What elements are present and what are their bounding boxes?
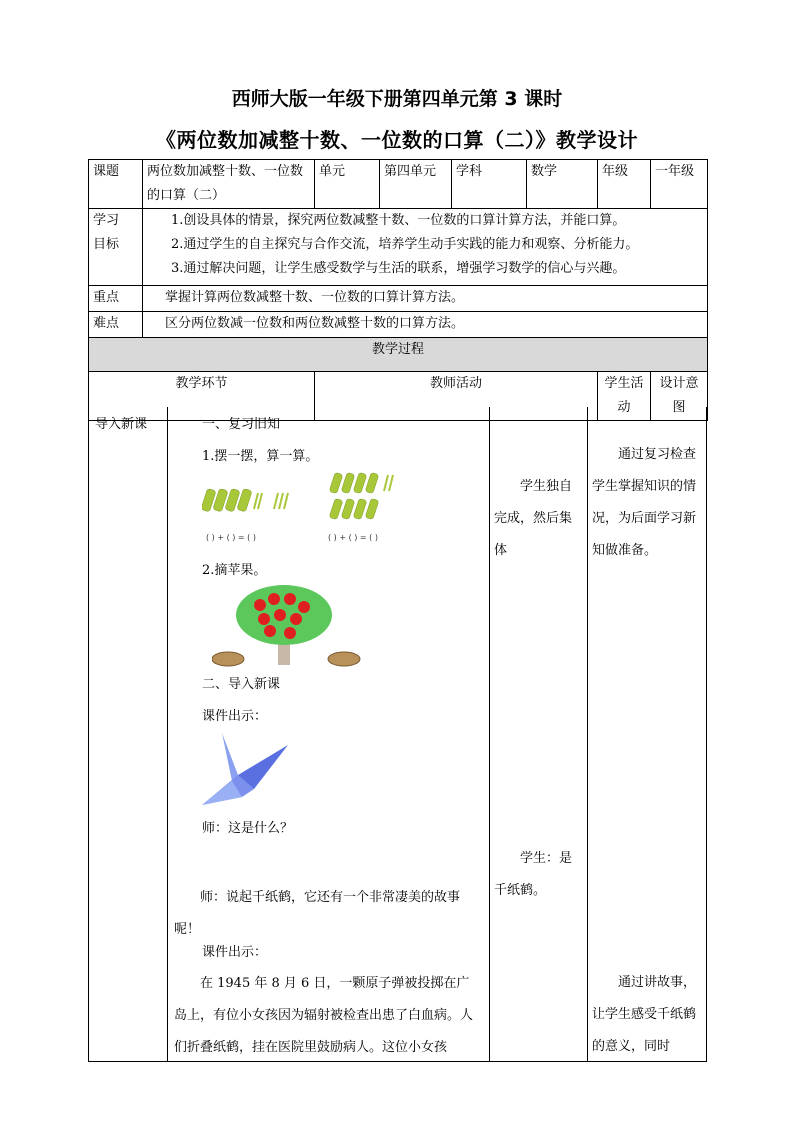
- equation-blank-1: ( ) + ( ) = ( ): [206, 533, 256, 542]
- unit-label: 单元: [315, 160, 380, 209]
- difficulty-row: [89, 312, 708, 338]
- corn-bundles-illustration-2: [328, 469, 408, 525]
- equation-blank-2: ( ) + ( ) = ( ): [328, 533, 378, 542]
- section-review: 一、复习旧知: [202, 417, 281, 432]
- design-intent-2: 通过讲故事，让学生感受千纸鹤的意义，同时: [592, 975, 697, 1054]
- student-column: [490, 407, 587, 1062]
- key-point-row: [89, 286, 708, 312]
- unit-value: 第四单元: [380, 160, 452, 209]
- paper-crane-illustration: [202, 731, 292, 809]
- apple-tree-illustration: [212, 585, 362, 667]
- story-text: 在 1945 年 8 月 6 日，一颗原子弹被投掷在广岛上，有位小女孩因为辐射被检查出患了白血病。人们折叠纸鹤，挂在医院里鼓励病人。这位小女孩: [174, 976, 474, 1055]
- grade-value: 一年级: [651, 160, 708, 209]
- col-teacher: 教师活动: [315, 372, 598, 421]
- difficulty-value: 区分两位数减一位数和两位数减整十数的口算方法。: [143, 312, 708, 338]
- goal-item: 1.创设具体的情景，探究两位数减整十数、一位数的口算计算方法，并能口算。: [171, 213, 626, 228]
- difficulty-label: 难点: [89, 312, 143, 338]
- goals-row: [89, 209, 708, 286]
- col-stage: 教学环节: [89, 372, 315, 421]
- student-activity-1: 学生独自完成，然后集体: [494, 479, 573, 558]
- goal-item: 3.通过解决问题，让学生感受数学与生活的联系，增强学习数学的信心与兴趣。: [171, 261, 626, 276]
- section-introduce: 二、导入新课: [202, 677, 281, 692]
- key-point-label: 重点: [89, 286, 143, 312]
- courseware-show-2: 课件出示：: [202, 945, 268, 960]
- key-point-value: 掌握计算两位数减整十数、一位数的口算计算方法。: [143, 286, 708, 312]
- story-intro: 师：说起千纸鹤，它还有一个非常凄美的故事呢！: [174, 890, 461, 937]
- document-title: 西师大版一年级下册第四单元第 3 课时: [231, 88, 563, 110]
- header-row: [89, 160, 708, 209]
- col-student: 学生活动: [598, 372, 651, 421]
- goal-item: 2.通过学生的自主探究与合作交流，培养学生动手实践的能力和观察、分析能力。: [171, 237, 639, 252]
- grade-label: 年级: [598, 160, 651, 209]
- question-apples: 2.摘苹果。: [202, 563, 267, 578]
- corn-bundles-illustration-1: [202, 481, 302, 515]
- goals-list: [143, 209, 708, 286]
- teacher-column: [168, 407, 489, 1062]
- process-content: [88, 407, 707, 1062]
- topic-label: 课题: [89, 160, 143, 209]
- document-subtitle: 《两位数加减整十数、一位数的口算（二）》教学设计: [156, 128, 638, 152]
- topic-value: 两位数加减整十数、一位数的口算（二）: [143, 160, 315, 209]
- student-activity-2: 学生：是千纸鹤。: [494, 851, 573, 898]
- goals-label: 学习 目标: [89, 209, 143, 286]
- design-intent-1: 通过复习检查学生掌握知识的情况，为后面学习新知做准备。: [592, 447, 697, 558]
- col-intent: 设计意图: [651, 372, 708, 421]
- subject-value: 数学: [527, 160, 598, 209]
- intent-column: [588, 407, 708, 1062]
- courseware-show-1: 课件出示：: [202, 709, 268, 724]
- stage-label: 导入新课: [95, 417, 148, 432]
- lesson-plan-table: [88, 159, 708, 421]
- process-title: 教学过程: [89, 338, 708, 372]
- subject-label: 学科: [452, 160, 527, 209]
- question-arrange: 1.摆一摆，算一算。: [202, 449, 319, 464]
- process-title-row: [89, 338, 708, 372]
- teacher-question: 师：这是什么？: [202, 821, 294, 836]
